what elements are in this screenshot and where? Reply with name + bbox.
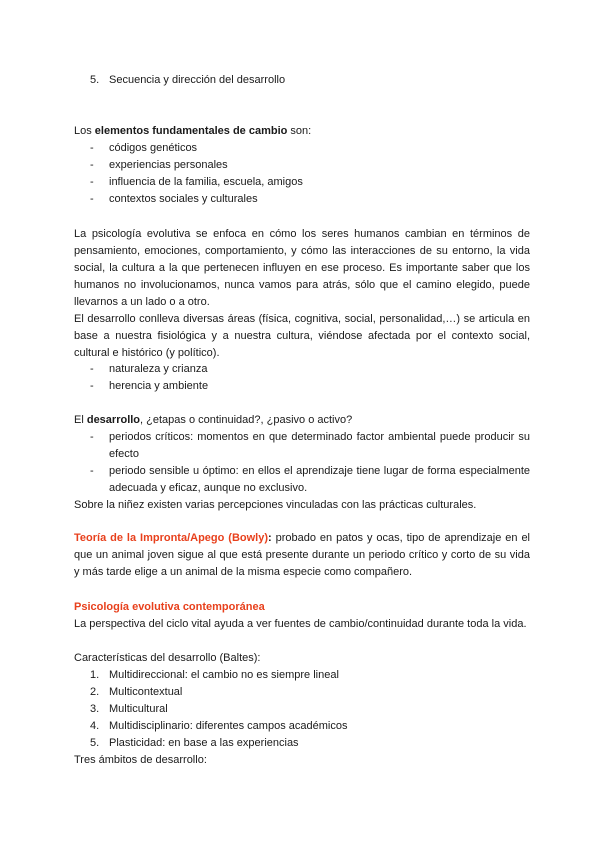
list-item: 3. Multicultural [90,703,168,715]
paragraph-areas-desarrollo: El desarrollo conlleva diversas áreas (física, cognitiva, social, personalidad,…) se articula en base a nuestra fisiológica y a nuestra cultura, viéndose afectada por el contexto social, cultural e histórico (y político). [74,313,530,359]
list-item: - experiencias personales [90,159,228,171]
list-item: - naturaleza y crianza [90,363,208,375]
list-item: 1. Multidireccional: el cambio no es siempre lineal [90,669,339,681]
list-item: - contextos sociales y culturales [90,193,258,205]
list-item: 5. Plasticidad: en base a las experiencias [90,737,299,749]
tres-ambitos-heading: Tres ámbitos de desarrollo: [74,754,207,766]
list-item: - influencia de la familia, escuela, amigos [90,176,303,188]
list-item: - herencia y ambiente [90,380,209,392]
caracteristicas-heading: Características del desarrollo (Baltes): [74,652,261,664]
impronta-paragraph: Teoría de la Impronta/Apego (Bowly): probado en patos y ocas, tipo de aprendizaje en el que un animal joven sigue al que está presente durante un periodo crítico y corto de su vida y más tarde elige a un animal de la misma especie como compañero. [74,532,531,578]
impronta-title: Teoría de la Impronta/Apego (Bowly) [74,532,269,544]
list-item: - códigos genéticos [90,142,198,154]
ninez-sentence: Sobre la niñez existen varias percepciones vinculadas con las prácticas culturales. [74,499,477,511]
elementos-heading: Los elementos fundamentales de cambio son: [74,125,312,137]
list-item: 2. Multicontextual [90,686,183,698]
desarrollo-question: El desarrollo, ¿etapas o continuidad?, ¿pasivo o activo? [74,414,353,426]
list-item: 4. Multidisciplinario: diferentes campos académicos [90,720,348,732]
list-item-periodos-criticos: - periodos críticos: momentos en que determinado factor ambiental puede producir su efecto [90,431,530,460]
list-item-periodo-sensible: - periodo sensible u óptimo: en ellos el aprendizaje tiene lugar de forma especialmente adecuada y eficaz, aunque no exclusivo. [90,465,530,494]
contemporanea-heading: Psicología evolutiva contemporánea [74,601,265,613]
paragraph-psicologia-evolutiva: La psicología evolutiva se enfoca en cómo los seres humanos cambian en términos de pensamiento, emociones, comportamiento, y cómo las interacciones de su entorno, la vida social, la cultura a la que pertenecen influyen en ese proceso. Es importante saber que los humanos no involucionamos, nunca vamos para atrás, sólo que el camino elegido, puede llevarnos a un lado o a otro. [74,228,530,308]
list-item-secuencia: 5. Secuencia y dirección del desarrollo [90,74,286,86]
ciclo-vital-paragraph: La perspectiva del ciclo vital ayuda a ver fuentes de cambio/continuidad durante toda la vida. [74,618,527,630]
